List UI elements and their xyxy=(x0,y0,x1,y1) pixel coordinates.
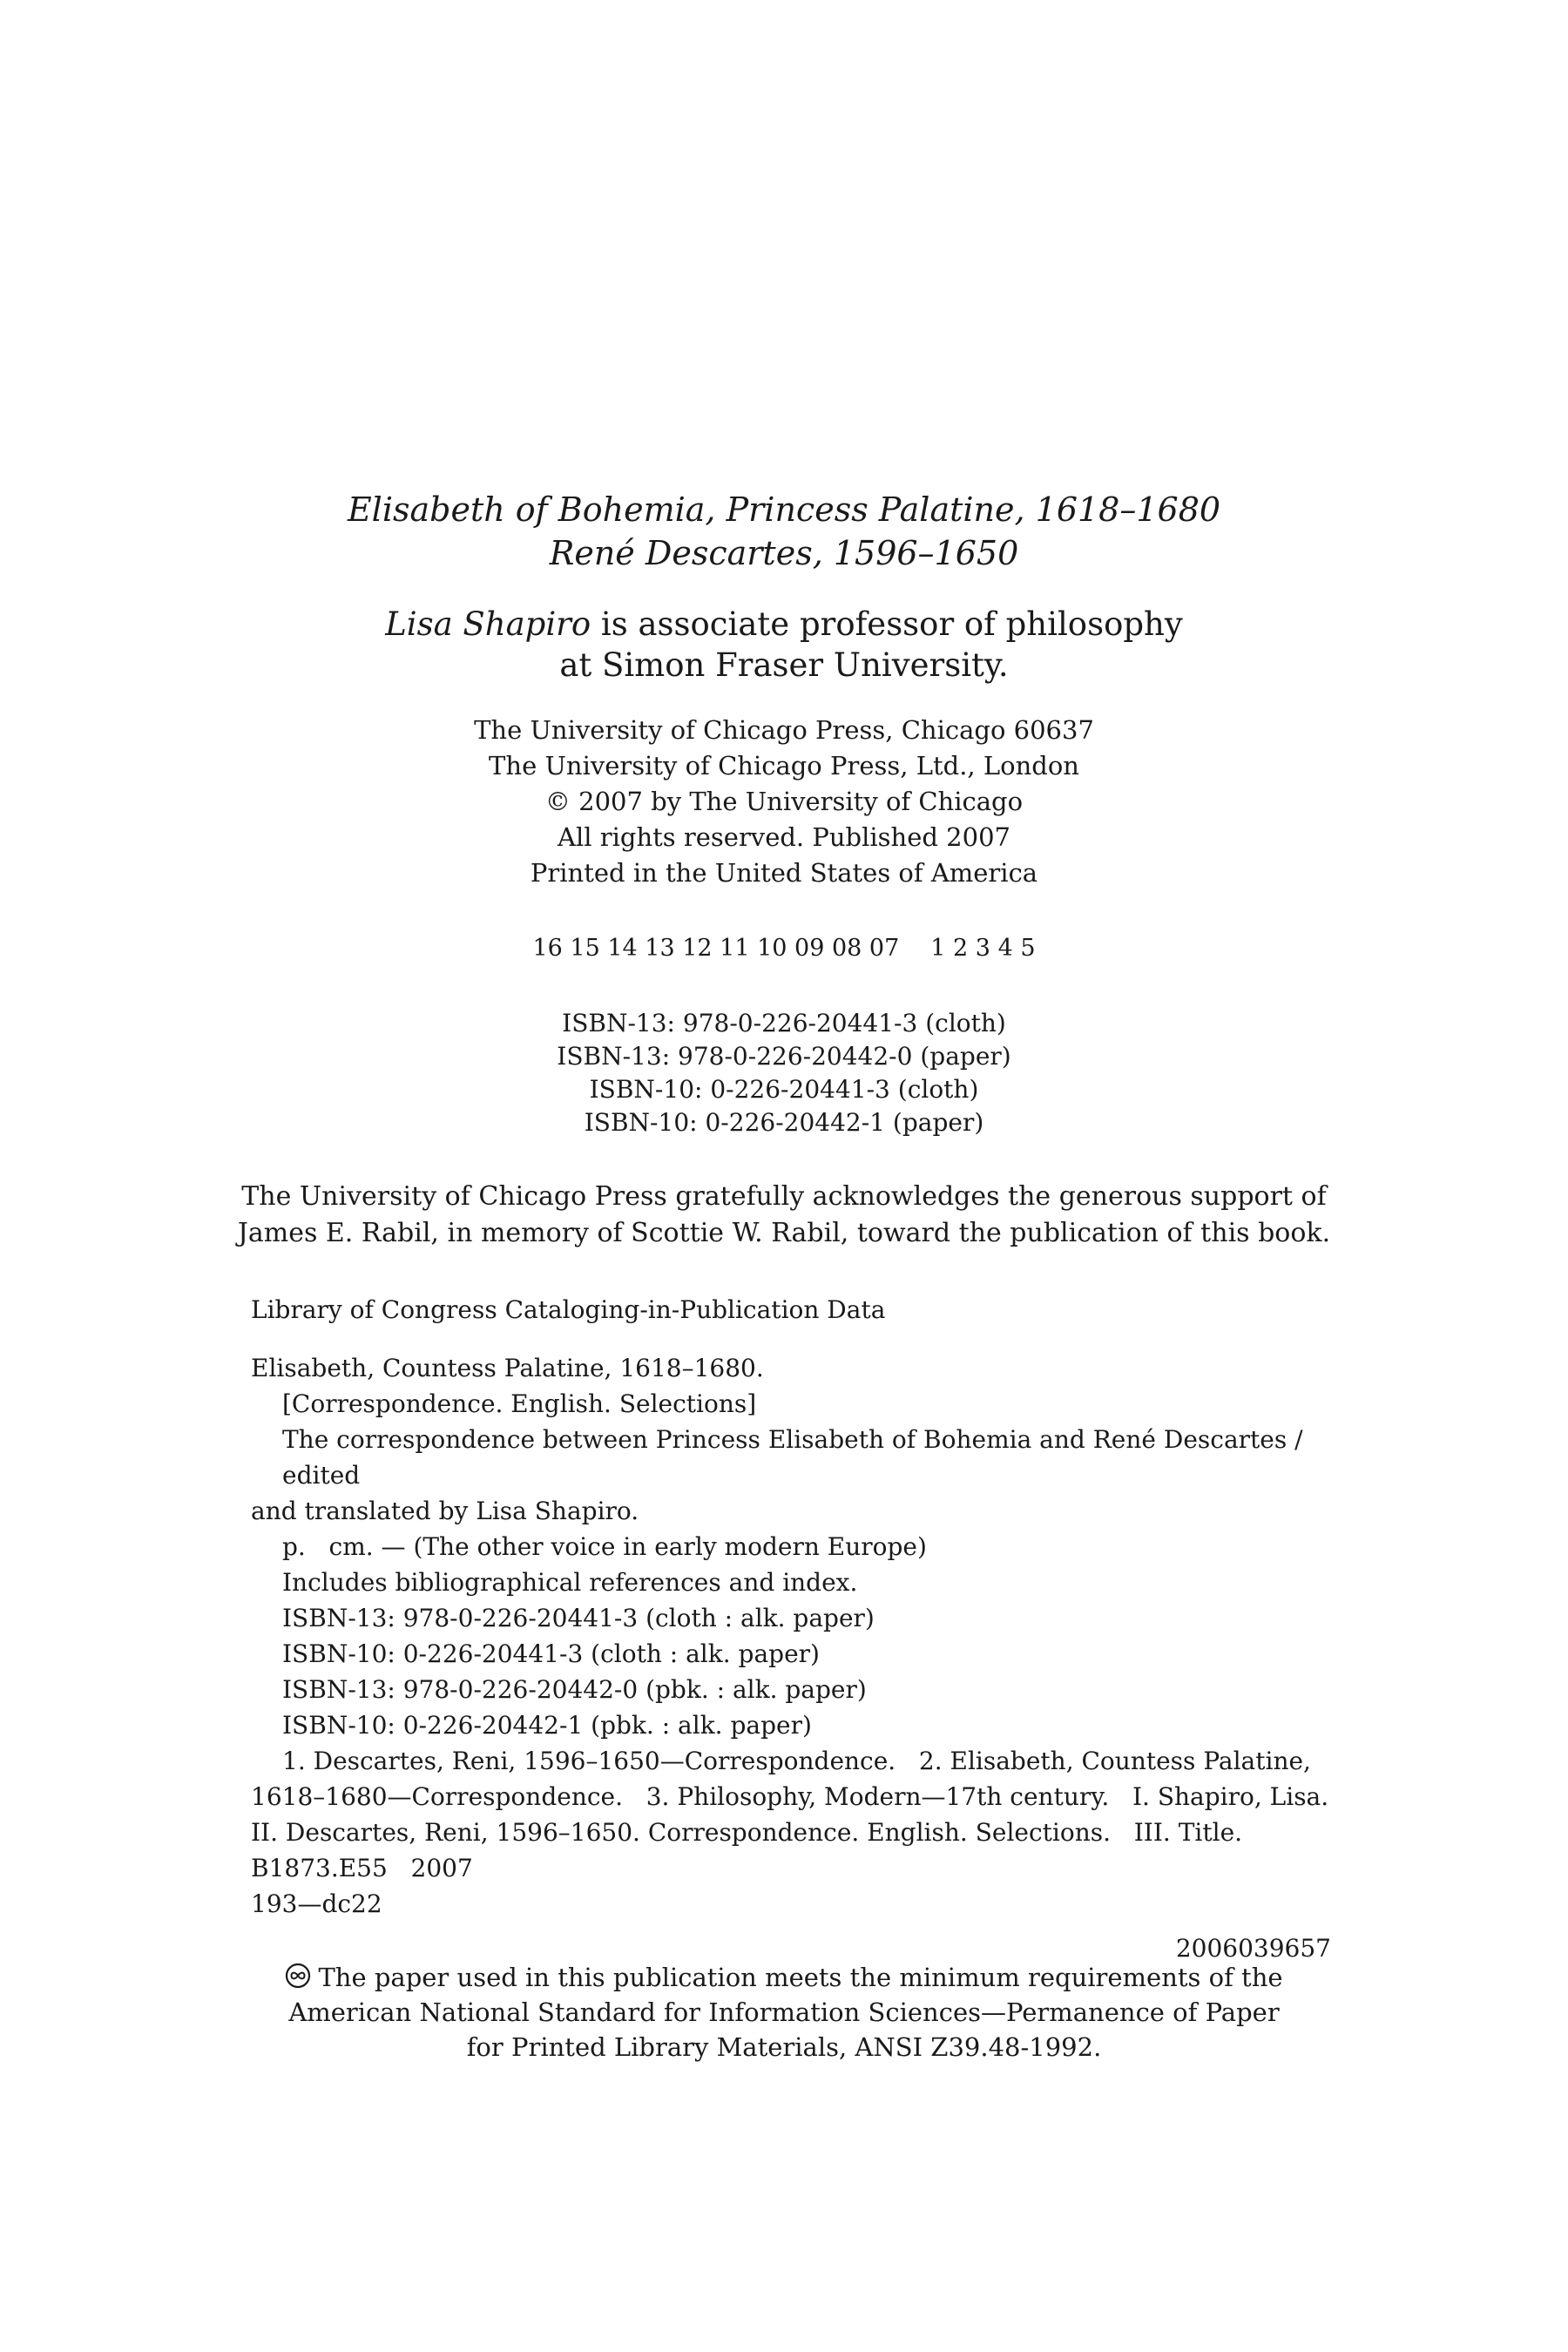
cip-isbn: ISBN-13: 978-0-226-20442-0 (pbk. : alk. paper) xyxy=(282,1675,867,1704)
printing-line xyxy=(0,933,1568,964)
isbn-line: ISBN-13: 978-0-226-20441-3 (cloth) xyxy=(562,1009,1006,1037)
paper-notice-text-1: The paper used in this publication meets the minimum requirements of the xyxy=(318,1963,1283,1992)
cip-isbn: ISBN-10: 0-226-20441-3 (cloth : alk. paper) xyxy=(282,1639,820,1668)
cip-lccn: 2006039657 xyxy=(1175,1934,1331,1963)
paper-notice xyxy=(0,1960,1568,2065)
cip-subjects-line-2: 1618–1680—Correspondence. 3. Philosophy, Modern—17th century. I. Shapiro, Lisa. xyxy=(251,1782,1329,1811)
printing-numbers xyxy=(0,933,1568,964)
press-line: The University of Chicago Press, Chicago 60637 xyxy=(474,715,1094,745)
cip-subjects-line-3: II. Descartes, Reni, 1596–1650. Correspondence. English. Selections. III. Title. xyxy=(251,1818,1243,1847)
printed-in-line: Printed in the United States of America xyxy=(530,858,1038,888)
cip-data xyxy=(251,1292,1331,1966)
book-title-block xyxy=(0,488,1568,575)
paper-notice-line-2: American National Standard for Information Sciences—Permanence of Paper xyxy=(288,1997,1280,2027)
cip-isbn: ISBN-13: 978-0-226-20441-3 (cloth : alk. paper) xyxy=(282,1604,875,1632)
cip-notes: Includes bibliographical references and index. xyxy=(282,1568,858,1597)
acknowledgment-line-2: James E. Rabil, in memory of Scottie W. Rabil, toward the publication of this book. xyxy=(237,1218,1331,1248)
isbn-line: ISBN-10: 0-226-20442-1 (paper) xyxy=(584,1108,984,1137)
infinity-circle-icon xyxy=(285,1963,311,1989)
cip-subjects-line-1: 1. Descartes, Reni, 1596–1650—Correspondence. 2. Elisabeth, Countess Palatine, xyxy=(282,1747,1311,1775)
acknowledgment-line-1: The University of Chicago Press gratefully acknowledges the generous support of xyxy=(241,1181,1327,1212)
printing-years: 16 15 14 13 12 11 10 09 08 07 xyxy=(532,935,900,962)
author-bio-line-2: at Simon Fraser University. xyxy=(559,646,1009,684)
author-bio xyxy=(0,604,1568,686)
cip-physical-description: p. cm. — (The other voice in early modern Europe) xyxy=(282,1532,927,1561)
cip-call-number: B1873.E55 2007 xyxy=(251,1854,473,1882)
title-line-descartes: René Descartes, 1596–1650 xyxy=(549,534,1019,572)
printing-impressions: 1 2 3 4 5 xyxy=(930,935,1036,962)
cip-main-entry: Elisabeth, Countess Palatine, 1618–1680. xyxy=(251,1354,764,1382)
isbn-line: ISBN-13: 978-0-226-20442-0 (paper) xyxy=(557,1042,1011,1071)
isbn-list xyxy=(0,1007,1568,1139)
cip-heading: Library of Congress Cataloging-in-Publication Data xyxy=(251,1295,886,1324)
rights-line: All rights reserved. Published 2007 xyxy=(558,822,1010,852)
cip-title-line-1: The correspondence between Princess Elisabeth of Bohemia and René Descartes / edited xyxy=(282,1425,1303,1490)
cip-title-line-2: and translated by Lisa Shapiro. xyxy=(251,1497,639,1525)
author-bio-text: is associate professor of philosophy xyxy=(591,605,1183,643)
cip-isbn: ISBN-10: 0-226-20442-1 (pbk. : alk. paper) xyxy=(282,1711,812,1740)
paper-notice-line-3: for Printed Library Materials, ANSI Z39.48-1992. xyxy=(466,2032,1102,2062)
cip-dewey: 193—dc22 xyxy=(251,1889,382,1918)
acknowledgment xyxy=(0,1179,1568,1252)
paper-notice-line-1 xyxy=(0,1960,1568,1995)
title-line-elisabeth: Elisabeth of Bohemia, Princess Palatine, 1618–1680 xyxy=(347,490,1221,529)
publisher-info xyxy=(0,713,1568,891)
press-line: The University of Chicago Press, Ltd., London xyxy=(489,751,1079,781)
isbn-line: ISBN-10: 0-226-20441-3 (cloth) xyxy=(589,1075,979,1104)
copyright-line: © 2007 by The University of Chicago xyxy=(544,787,1024,816)
cip-uniform-title: [Correspondence. English. Selections] xyxy=(282,1389,757,1418)
author-bio-line-1 xyxy=(0,604,1568,645)
author-name: Lisa Shapiro xyxy=(385,605,591,643)
